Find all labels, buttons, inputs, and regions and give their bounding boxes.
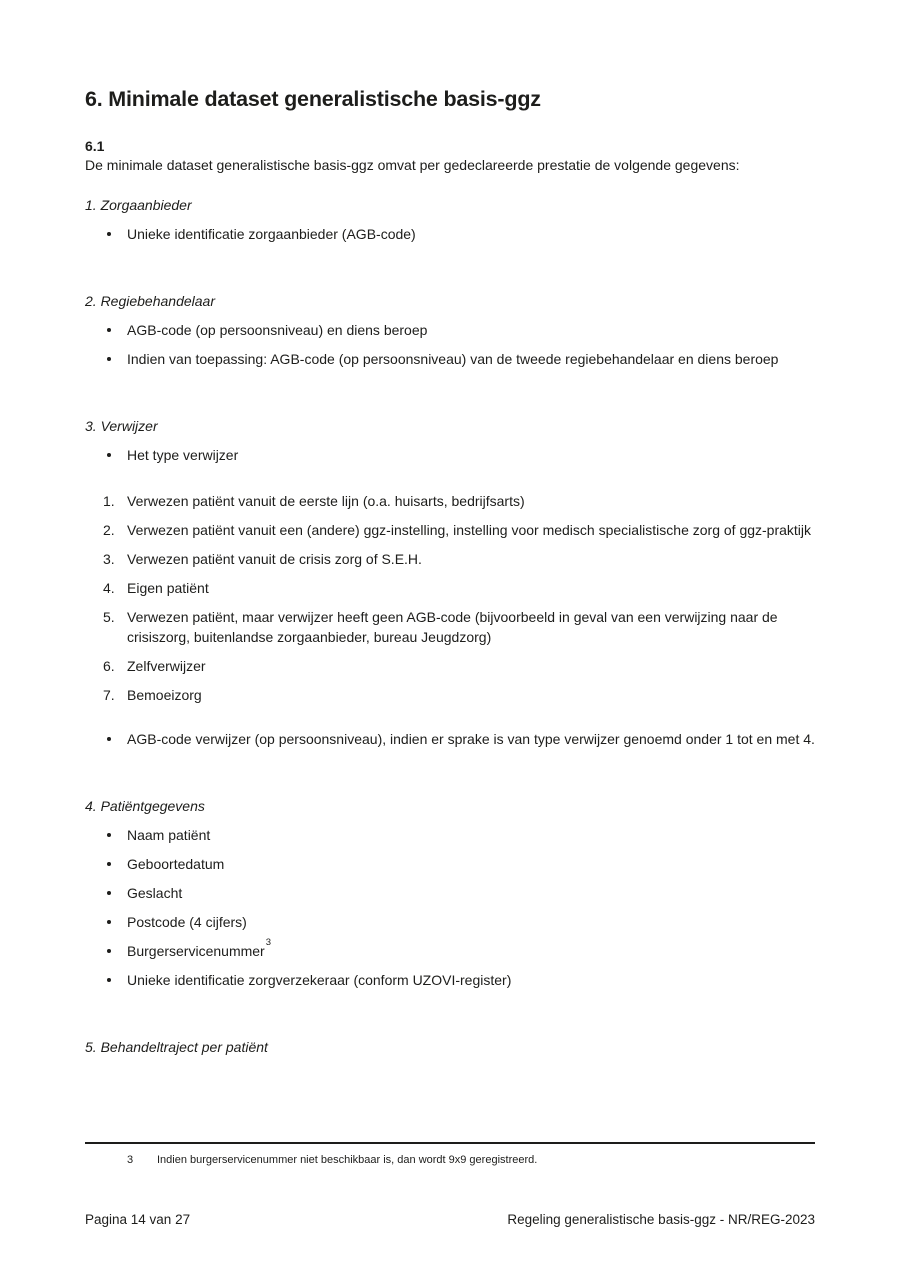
bullet-dot [107,453,111,457]
bullet-text: AGB-code verwijzer (op persoonsniveau), indien er sprake is van type verwijzer genoemd onder 1 tot en met 4. [127,731,815,747]
bullet-item [85,825,815,845]
footnote-area [85,1142,815,1167]
bullet-item [85,937,815,961]
footnote-number: 3 [127,1154,134,1166]
bullet-dot [107,891,111,895]
section-number: 6.1 [85,138,105,154]
section-heading: 3. Verwijzer [85,418,158,434]
bullet-list [85,224,815,244]
bullet-text: Het type verwijzer [127,447,239,463]
bullet-item [85,729,815,749]
bullet-list [85,729,815,749]
list-item-text: Verwezen patiënt vanuit de eerste lijn (o.a. huisarts, bedrijfsarts) [127,493,525,509]
numbered-list [85,491,815,705]
footnote [85,1153,815,1167]
bullet-dot [107,920,111,924]
section-heading: 4. Patiëntgegevens [85,798,205,814]
bullet-text: Naam patiënt [127,827,211,843]
list-item-number: 5. [103,609,115,625]
bullet-item [85,349,815,369]
bullet-item [85,445,815,465]
bullet-dot [107,862,111,866]
intro-block [85,137,815,175]
bullet-item [85,224,815,244]
bullet-item [85,320,815,340]
bullet-text: Unieke identificatie zorgaanbieder (AGB-code) [127,226,416,242]
section-heading: 5. Behandeltraject per patiënt [85,1039,268,1055]
section-patientgegevens [85,796,815,990]
bullet-dot [107,232,111,236]
bullet-text: AGB-code (op persoonsniveau) en diens beroep [127,322,428,338]
list-item-text: Verwezen patiënt vanuit de crisis zorg of S.E.H. [127,551,422,567]
bullet-item [85,970,815,990]
numbered-item [85,578,815,598]
list-item-number: 4. [103,580,115,596]
list-item-number: 1. [103,493,115,509]
bullet-list [85,445,815,465]
bullet-item [85,854,815,874]
numbered-item [85,549,815,569]
page-title: 6. Minimale dataset generalistische basis-ggz [85,87,541,111]
numbered-item [85,607,815,647]
list-item-text: Verwezen patiënt, maar verwijzer heeft geen AGB-code (bijvoorbeeld in geval van een verwijzing naar de crisiszorg, buitenlandse zorgaanbieder, bureau Jeugdzorg) [127,609,778,645]
section-behandeltraject [85,1037,815,1057]
footnote-text: Indien burgerservicenummer niet beschikbaar is, dan wordt 9x9 geregistreerd. [157,1154,538,1166]
page-footer [85,1211,815,1228]
section-verwijzer [85,416,815,749]
section-heading: 2. Regiebehandelaar [85,293,215,309]
bullet-item [85,912,815,932]
footer-page-number: Pagina 14 van 27 [85,1212,191,1227]
bullet-list [85,320,815,369]
bullet-dot [107,833,111,837]
section-heading: 1. Zorgaanbieder [85,197,192,213]
list-item-number: 2. [103,522,115,538]
list-item-number: 3. [103,551,115,567]
numbered-item [85,491,815,511]
bullet-text: Geslacht [127,885,183,901]
bullet-item [85,883,815,903]
footnote-rule [85,1142,815,1144]
bullet-text: Unieke identificatie zorgverzekeraar (conform UZOVI-register) [127,972,512,988]
numbered-item [85,685,815,705]
bullet-dot [107,978,111,982]
bullet-dot [107,328,111,332]
bullet-text: Burgerservicenummer [127,943,265,959]
footer-document-title: Regeling generalistische basis-ggz - NR/REG-2023 [507,1212,815,1227]
bullet-text: Postcode (4 cijfers) [127,914,247,930]
list-item-text: Eigen patiënt [127,580,209,596]
bullet-text: Geboortedatum [127,856,225,872]
footnote-reference: 3 [265,937,272,949]
list-item-text: Verwezen patiënt vanuit een (andere) ggz-instelling, instelling voor medisch specialistische zorg of ggz-praktijk [127,522,812,538]
bullet-text: Indien van toepassing: AGB-code (op persoonsniveau) van de tweede regiebehandelaar en diens beroep [127,351,779,367]
numbered-item [85,656,815,676]
list-item-number: 6. [103,658,115,674]
section-regiebehandelaar [85,291,815,369]
list-item-text: Bemoeizorg [127,687,202,703]
bullet-dot [107,357,111,361]
list-item-number: 7. [103,687,115,703]
intro-text: De minimale dataset generalistische basis-ggz omvat per gedeclareerde prestatie de volgende gegevens: [85,157,740,173]
list-item-text: Zelfverwijzer [127,658,206,674]
bullet-dot [107,949,111,953]
bullet-dot [107,737,111,741]
bullet-list [85,825,815,990]
section-zorgaanbieder [85,195,815,244]
numbered-item [85,520,815,540]
